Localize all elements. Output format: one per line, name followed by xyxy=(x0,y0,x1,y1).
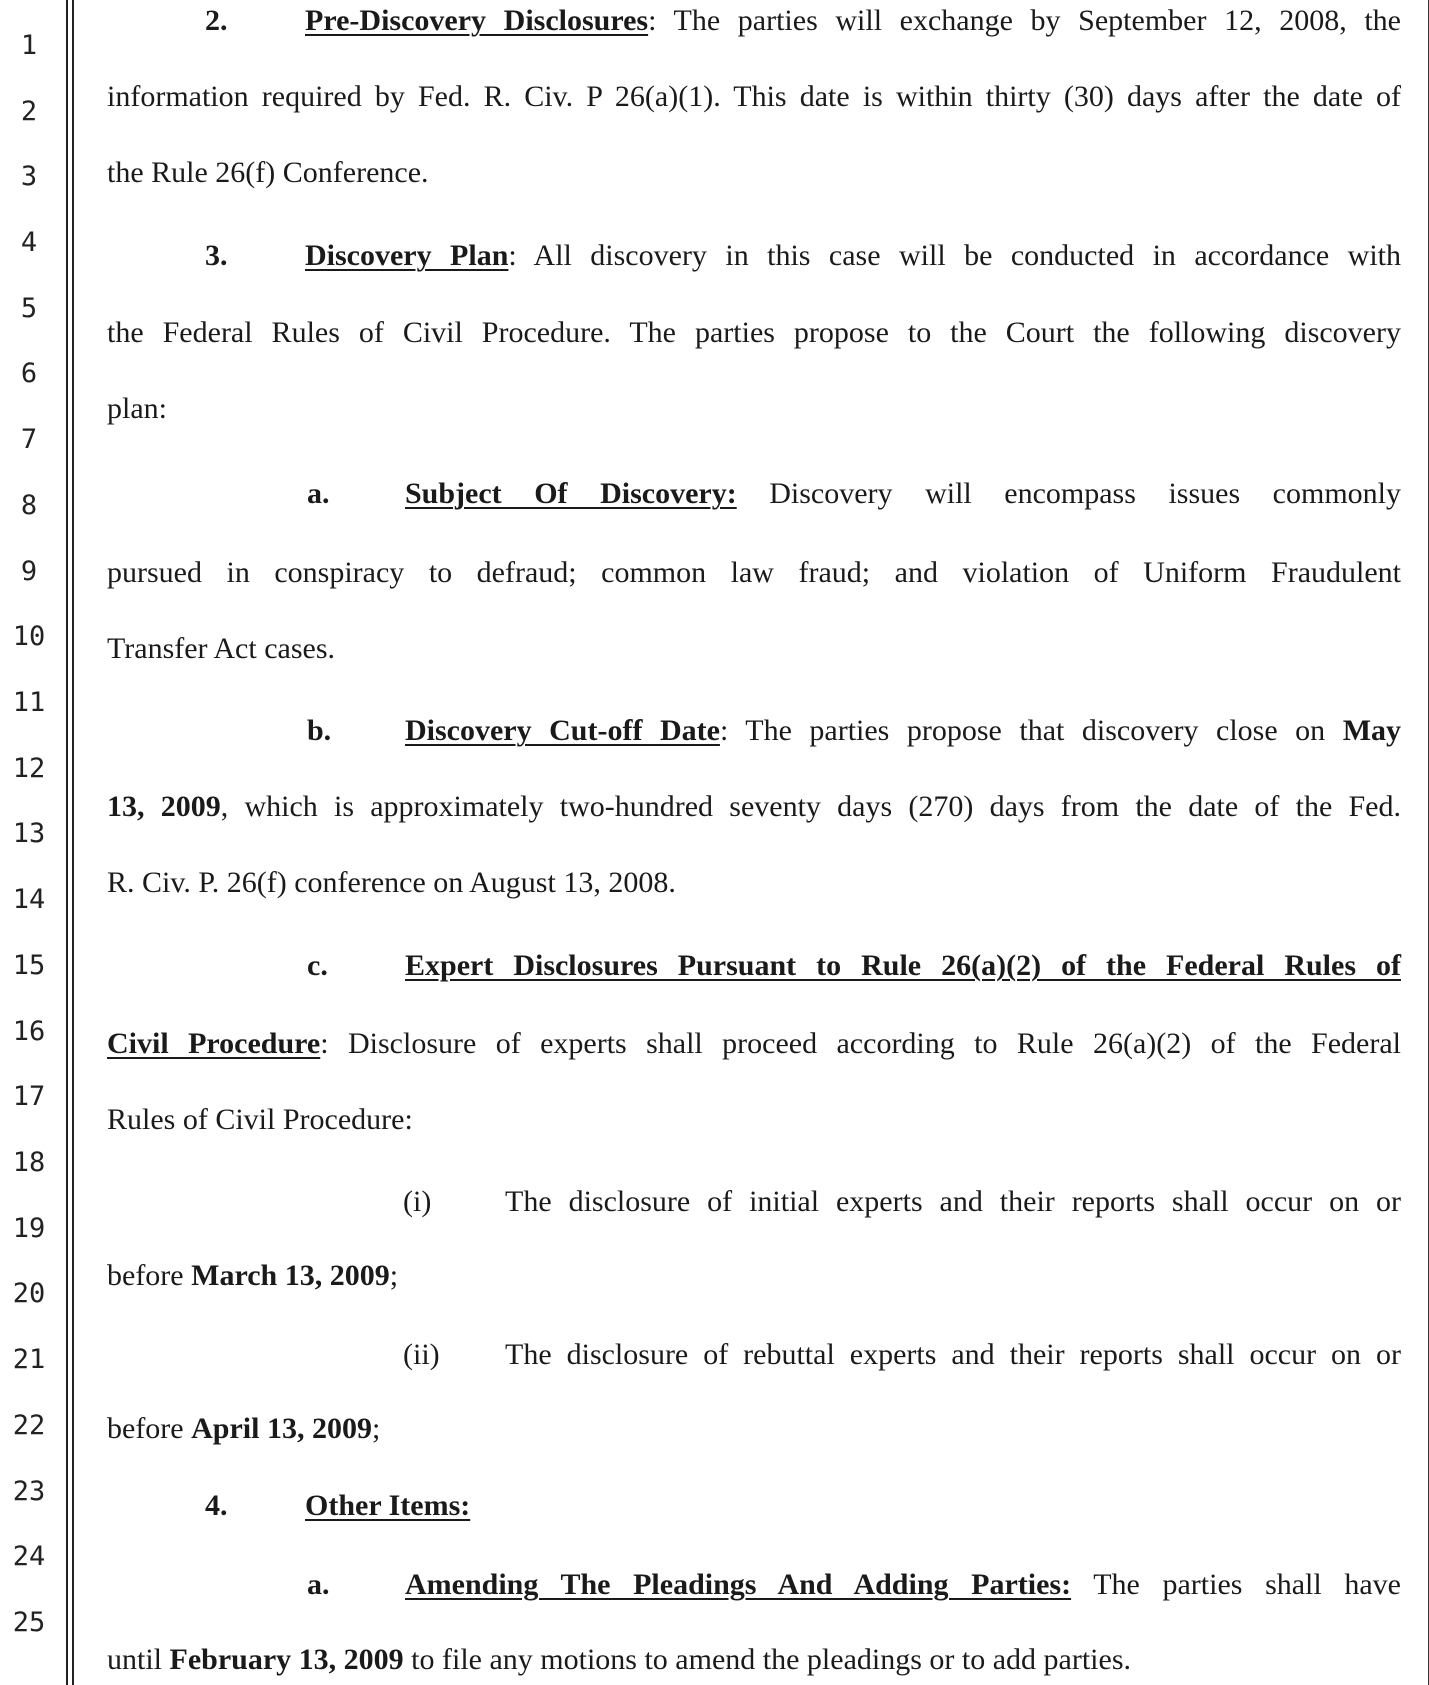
paragraph-line xyxy=(405,713,1401,749)
paragraph-number: b. xyxy=(307,714,332,747)
margin-rule xyxy=(72,0,74,1685)
paragraph-number: 4. xyxy=(205,1489,228,1522)
text-run: : The parties propose that discovery close on xyxy=(719,714,1343,747)
paragraph-line: The disclosure of initial experts and their reports shall occur on or xyxy=(505,1185,1401,1218)
line-number: 10 xyxy=(12,621,46,652)
section-heading: Civil Procedure xyxy=(107,1027,321,1060)
paragraph-line: pursued in conspiracy to defraud; common law fraud; and violation of Uniform Fraudulent xyxy=(107,556,1401,589)
paragraph-number: a. xyxy=(307,1568,330,1601)
section-heading: Amending The Pleadings And Adding Parties: xyxy=(405,1568,1072,1601)
line-number: 8 xyxy=(20,490,38,521)
paragraph-line: the Rule 26(f) Conference. xyxy=(107,156,429,189)
text-run: before xyxy=(107,1412,192,1445)
text-run: Discovery will encompass issues commonly xyxy=(736,477,1401,510)
paragraph-number: a. xyxy=(307,477,330,510)
paragraph-number: 2. xyxy=(205,4,228,37)
line-number: 20 xyxy=(12,1278,46,1309)
line-number: 22 xyxy=(12,1410,46,1441)
date-text: February 13, 2009 xyxy=(169,1643,404,1676)
line-number: 19 xyxy=(12,1213,46,1244)
line-number: 5 xyxy=(20,293,38,324)
line-number: 14 xyxy=(12,884,46,915)
paragraph-line: The disclosure of rebuttal experts and their reports shall occur on or xyxy=(505,1338,1401,1371)
section-heading: Pre-Discovery Disclosures xyxy=(305,4,649,37)
text-run: : All discovery in this case will be conducted in accordance with xyxy=(508,239,1401,272)
text-run: The parties shall have xyxy=(1071,1568,1401,1601)
line-number: 25 xyxy=(12,1607,46,1638)
paragraph-line xyxy=(107,789,1401,825)
line-number: 4 xyxy=(20,227,38,258)
margin-rule xyxy=(66,0,68,1685)
line-number: 3 xyxy=(20,161,38,192)
paragraph-number: 3. xyxy=(205,239,228,272)
line-number: 9 xyxy=(20,556,38,587)
line-number: 18 xyxy=(12,1147,46,1178)
paragraph-line xyxy=(405,1567,1401,1603)
line-number: 16 xyxy=(12,1016,46,1047)
paragraph-line: plan: xyxy=(107,392,167,425)
text-run: : Disclosure of experts shall proceed according to Rule 26(a)(2) of the Federal xyxy=(320,1027,1402,1060)
line-number: 12 xyxy=(12,753,46,784)
paragraph-line xyxy=(305,3,1401,39)
line-number: 1 xyxy=(20,30,38,61)
text-run: , which is approximately two-hundred seventy days (270) days from the date of the Fed. xyxy=(220,790,1401,823)
paragraph-line xyxy=(107,1411,380,1447)
paragraph-number: c. xyxy=(307,949,328,982)
line-number: 24 xyxy=(12,1541,46,1572)
text-run: ; xyxy=(389,1259,399,1292)
paragraph-line: information required by Fed. R. Civ. P 26(a)(1). This date is within thirty (30) days after the date of xyxy=(107,80,1401,113)
item-number: (i) xyxy=(403,1185,432,1218)
text-run: : The parties will exchange by September 12, 2008, the xyxy=(648,4,1401,37)
text-run: until xyxy=(107,1643,170,1676)
paragraph-line xyxy=(305,238,1401,274)
paragraph-line xyxy=(107,1258,398,1294)
paragraph-line xyxy=(107,1026,1401,1062)
section-heading: Discovery Cut-off Date xyxy=(405,714,720,747)
paragraph-line: R. Civ. P. 26(f) conference on August 13, 2008. xyxy=(107,866,676,899)
section-heading: Expert Disclosures Pursuant to Rule 26(a)(2) of the Federal Rules of xyxy=(405,949,1401,982)
section-heading: Subject Of Discovery: xyxy=(405,477,737,510)
text-run: before xyxy=(107,1259,192,1292)
item-number: (ii) xyxy=(403,1338,440,1371)
line-number: 21 xyxy=(12,1344,46,1375)
paragraph-line: Transfer Act cases. xyxy=(107,632,336,665)
section-heading: Discovery Plan xyxy=(305,239,509,272)
date-text: May xyxy=(1342,714,1402,747)
paragraph-line xyxy=(107,1642,1131,1678)
paragraph-line xyxy=(405,476,1401,512)
line-number: 2 xyxy=(20,96,38,127)
date-text: April 13, 2009 xyxy=(191,1412,372,1445)
line-number: 15 xyxy=(12,950,46,981)
paragraph-line xyxy=(405,948,1401,984)
line-number: 11 xyxy=(12,687,46,718)
paragraph-line: Rules of Civil Procedure: xyxy=(107,1103,413,1136)
date-text: March 13, 2009 xyxy=(191,1259,390,1292)
text-run: ; xyxy=(371,1412,381,1445)
line-number: 13 xyxy=(12,818,46,849)
line-number: 23 xyxy=(12,1476,46,1507)
line-number: 17 xyxy=(12,1081,46,1112)
line-number: 6 xyxy=(20,358,38,389)
date-text: 13, 2009 xyxy=(107,790,221,823)
text-run: to file any motions to amend the pleadings or to add parties. xyxy=(403,1643,1131,1676)
paragraph-line: the Federal Rules of Civil Procedure. The parties propose to the Court the following discovery xyxy=(107,316,1401,349)
section-heading: Other Items: xyxy=(305,1489,471,1522)
line-number: 7 xyxy=(20,424,38,455)
